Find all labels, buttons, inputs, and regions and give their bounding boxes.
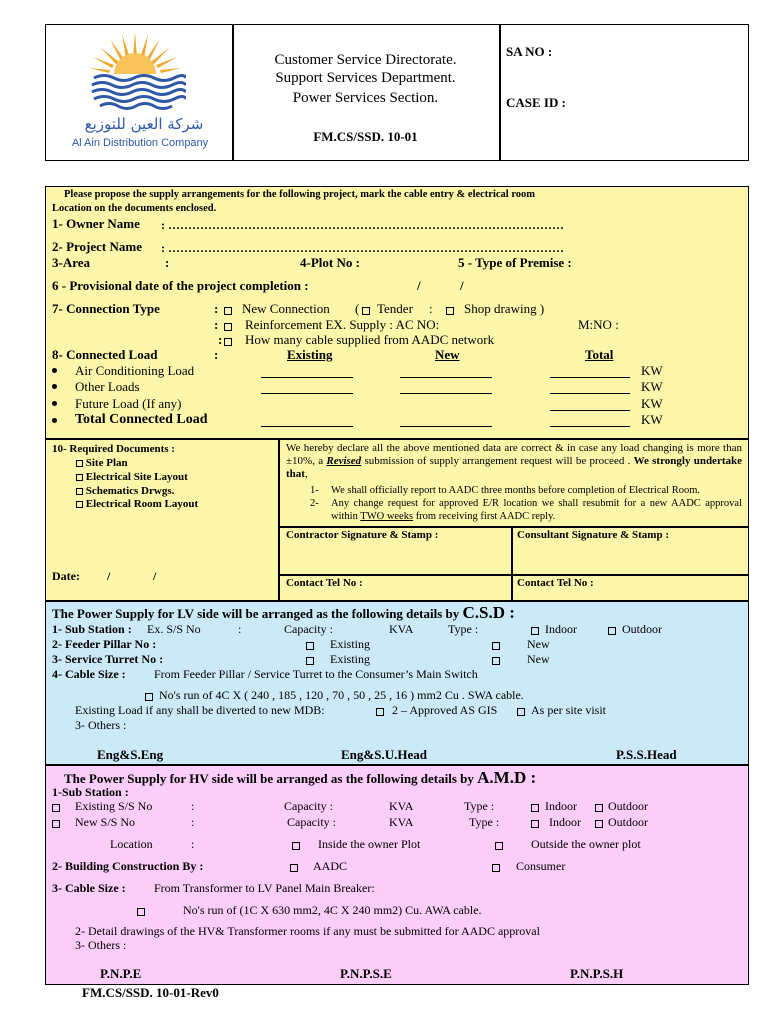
- contact-top-line: [278, 574, 749, 576]
- lv-per-site-text: As per site visit: [531, 703, 606, 717]
- conn-load-colon: :: [214, 347, 219, 362]
- doc-label: Electrical Room Layout: [85, 498, 199, 510]
- lv-ex-ss-colon: :: [238, 622, 242, 636]
- hv-consumer-checkbox[interactable]: [492, 864, 500, 872]
- lv-type-label: Type :: [448, 622, 479, 636]
- load-unit: KW: [641, 396, 663, 411]
- header-divider-2: [499, 24, 501, 161]
- load-total-field[interactable]: [550, 377, 630, 378]
- hv-new-kva: KVA: [389, 815, 414, 829]
- conn-colon-3: :: [218, 332, 223, 347]
- tender-colon: :: [429, 301, 433, 316]
- lv-approved-text: 2 – Approved AS GIS: [392, 703, 498, 717]
- lv-turret-new-checkbox[interactable]: [492, 657, 500, 665]
- doc-item-schematics[interactable]: [76, 486, 174, 497]
- sig-mid-divider: [511, 526, 513, 601]
- lv-cable-size-text: From Feeder Pillar / Service Turret to the Consumer’s Main Switch: [154, 667, 478, 681]
- lv-feeder-pillar-label[interactable]: 2- Feeder Pillar No :: [52, 637, 157, 651]
- bullet-icon: [52, 384, 57, 389]
- hv-inside-plot-checkbox[interactable]: [292, 842, 300, 850]
- doc-label: Site Plan: [85, 457, 128, 469]
- area-colon: :: [165, 255, 170, 270]
- lv-signature-pss-head[interactable]: P.S.S.Head: [616, 747, 677, 762]
- hv-new-indoor-checkbox[interactable]: [531, 820, 539, 828]
- load-total-field[interactable]: [550, 393, 630, 394]
- docs-divider: [278, 439, 280, 601]
- dept-line-2: Support Services Department.: [275, 70, 456, 86]
- company-logo: [84, 30, 186, 116]
- sa-no-field[interactable]: SA NO :: [506, 44, 553, 59]
- case-id-field[interactable]: CASE ID :: [506, 95, 566, 110]
- intro-text-2: Location on the documents enclosed.: [52, 203, 217, 214]
- load-label: Air Conditioning Load: [75, 363, 195, 378]
- hv-consumer-label: Consumer: [516, 859, 566, 873]
- lv-substation-label: 1- Sub Station :: [52, 622, 132, 636]
- lv-signature-su-head[interactable]: Eng&S.U.Head: [341, 747, 427, 762]
- new-connection-label: New Connection: [242, 301, 330, 316]
- doc-checkbox[interactable]: [76, 460, 83, 467]
- lv-others-label[interactable]: 3- Others :: [75, 718, 127, 732]
- col-total-header: Total: [585, 347, 614, 362]
- hv-substation-label: 1-Sub Station :: [52, 785, 129, 799]
- lv-indoor-checkbox[interactable]: [531, 627, 539, 635]
- hv-others-label[interactable]: 3- Others :: [75, 938, 127, 952]
- lv-cable-size-label: 4- Cable Size :: [52, 667, 126, 681]
- lv-divert-text: Existing Load if any shall be diverted to new MDB:: [75, 703, 325, 717]
- bullet-icon: [52, 401, 57, 406]
- lv-feeder-new-checkbox[interactable]: [492, 642, 500, 650]
- hv-existing-outdoor-checkbox[interactable]: [595, 804, 603, 812]
- hv-existing-ss-checkbox[interactable]: [52, 804, 60, 812]
- hv-location-colon: :: [191, 837, 195, 851]
- contractor-signature-field[interactable]: Contractor Signature & Stamp :: [286, 529, 439, 541]
- new-connection-checkbox[interactable]: [224, 307, 232, 315]
- shop-drawing-checkbox[interactable]: [446, 307, 454, 315]
- owner-name-field[interactable]: : ………………………………………………………………………………………: [161, 219, 564, 231]
- hv-inside-plot-label: Inside the owner Plot: [318, 837, 421, 851]
- load-unit: KW: [641, 412, 663, 427]
- lv-feeder-new-label: New: [527, 637, 550, 651]
- undertake-1-num: 1-: [310, 485, 319, 496]
- lv-cable-run-checkbox[interactable]: [145, 693, 153, 701]
- hv-signature-pnpe[interactable]: P.N.P.E: [100, 966, 142, 981]
- doc-label: Electrical Site Layout: [85, 471, 188, 483]
- area-label: 3-Area: [52, 255, 91, 270]
- hv-signature-pnpsh[interactable]: P.N.P.S.H: [570, 966, 624, 981]
- doc-item-electrical-site-layout[interactable]: [76, 472, 188, 483]
- lv-capacity-label[interactable]: Capacity :: [284, 622, 333, 636]
- hv-new-type: Type :: [469, 815, 500, 829]
- tender-checkbox[interactable]: [362, 307, 370, 315]
- hv-signature-pnpse[interactable]: P.N.P.S.E: [340, 966, 392, 981]
- undertake-2: Any change request for approved E/R location we shall resubmit for a new AADC approval within TWO weeks from receiving first AADC reply.: [331, 498, 742, 522]
- hv-cable-run-text: No's run of (1C X 630 mm2, 4C X 240 mm2) Cu. AWA cable.: [183, 903, 482, 917]
- consultant-contact-tel[interactable]: Contact Tel No :: [517, 577, 594, 589]
- consultant-signature-field[interactable]: Consultant Signature & Stamp :: [517, 529, 669, 541]
- hv-existing-ss-label: Existing S/S No: [75, 799, 153, 813]
- hv-new-ss-checkbox[interactable]: [52, 820, 60, 828]
- tender-paren: (: [355, 301, 360, 316]
- date-slash-1[interactable]: /: [107, 569, 111, 583]
- hv-new-outdoor-checkbox[interactable]: [595, 820, 603, 828]
- doc-item-electrical-room[interactable]: [76, 499, 198, 510]
- hv-new-ss-label: New S/S No: [75, 815, 136, 829]
- hv-new-outdoor-label: Outdoor: [608, 815, 648, 829]
- provisional-date-label: 6 - Provisional date of the project completion :: [52, 278, 309, 293]
- hv-outside-plot-checkbox[interactable]: [495, 842, 503, 850]
- hv-title: The Power Supply for HV side will be arranged as the following details by A.M.D :: [64, 768, 537, 787]
- hv-aadc-checkbox[interactable]: [290, 864, 298, 872]
- doc-checkbox[interactable]: [76, 501, 83, 508]
- hv-existing-outdoor-label: Outdoor: [608, 799, 648, 813]
- load-total-field[interactable]: [550, 410, 630, 411]
- undertake-1: We shall officially report to AADC three months before completion of Electrical Room.: [331, 485, 700, 496]
- load-new-field[interactable]: [400, 377, 492, 378]
- load-label: Future Load (If any): [75, 396, 182, 411]
- hv-existing-type: Type :: [464, 799, 495, 813]
- plot-no-label[interactable]: 4-Plot No :: [300, 255, 360, 270]
- contractor-contact-tel[interactable]: Contact Tel No :: [286, 577, 363, 589]
- lv-per-site-checkbox[interactable]: [517, 708, 525, 716]
- logo-english-text: Al Ain Distribution Company: [71, 137, 209, 149]
- hv-aadc-label: AADC: [313, 859, 348, 873]
- lv-signature-eng[interactable]: Eng&S.Eng: [97, 747, 164, 762]
- dept-line-1: Customer Service Directorate.: [274, 52, 457, 68]
- logo-arabic-text: شركة العين للتوزيع: [84, 115, 204, 133]
- owner-name-label: 1- Owner Name: [52, 216, 140, 231]
- dept-line-3: Power Services Section.: [292, 90, 439, 106]
- conn-colon-1: :: [214, 301, 219, 316]
- lv-ex-ss-no[interactable]: Ex. S/S No: [147, 622, 201, 636]
- conn-colon-2: :: [214, 317, 219, 332]
- how-many-cable-checkbox[interactable]: [224, 338, 232, 346]
- lv-turret-new-label: New: [527, 652, 550, 666]
- hv-location-label: Location: [110, 837, 153, 851]
- load-existing-field[interactable]: [261, 426, 353, 427]
- lv-turret-existing-checkbox[interactable]: [306, 657, 314, 665]
- how-many-cable-label: How many cable supplied from AADC network: [245, 332, 495, 347]
- load-existing-field[interactable]: [261, 377, 353, 378]
- required-docs-label: 10- Required Documents :: [52, 443, 175, 455]
- date-slash-2[interactable]: /: [153, 569, 157, 583]
- mno-label[interactable]: M:NO :: [578, 317, 619, 332]
- lv-kva-label: KVA: [389, 622, 414, 636]
- undertake-2-num: 2-: [310, 498, 319, 509]
- project-name-label: 2- Project Name: [52, 239, 142, 254]
- lv-outdoor-label: Outdoor: [622, 622, 662, 636]
- lv-indoor-label: Indoor: [545, 622, 577, 636]
- hv-cable-size-text: From Transformer to LV Panel Main Breaker:: [154, 881, 375, 895]
- date-label: Date:: [52, 569, 80, 583]
- form-code: FM.CS/SSD. 10-01: [313, 129, 418, 144]
- footer-form-code: FM.CS/SSD. 10-01-Rev0: [82, 985, 219, 1000]
- reinforcement-label[interactable]: Reinforcement EX. Supply : AC NO:: [245, 317, 440, 332]
- tender-label: Tender: [377, 301, 413, 316]
- hv-existing-indoor-label: Indoor: [545, 799, 577, 813]
- lv-approved-checkbox[interactable]: [376, 708, 384, 716]
- hv-existing-colon: :: [191, 799, 195, 813]
- sig-top-line: [278, 526, 749, 528]
- sun-waves-logo-icon: [84, 30, 186, 116]
- connection-type-label: 7- Connection Type: [52, 301, 160, 316]
- doc-label: Schematics Drwgs.: [85, 485, 175, 497]
- shop-drawing-label: Shop drawing ): [464, 301, 545, 316]
- doc-checkbox[interactable]: [76, 474, 83, 481]
- provisional-date-slash-2[interactable]: /: [460, 278, 464, 293]
- col-new-header: New: [435, 347, 460, 362]
- hv-new-capacity[interactable]: Capacity :: [287, 815, 336, 829]
- load-label: Total Connected Load: [75, 412, 208, 427]
- project-name-field[interactable]: : ………………………………………………………………………………………: [161, 242, 564, 254]
- lv-service-turret-label[interactable]: 3- Service Turret No :: [52, 652, 164, 666]
- premise-type-label[interactable]: 5 - Type of Premise :: [458, 255, 572, 270]
- lv-title: The Power Supply for LV side will be arranged as the following details by C.S.D :: [52, 603, 515, 622]
- hv-existing-capacity[interactable]: Capacity :: [284, 799, 333, 813]
- hv-cable-size-label: 3- Cable Size :: [52, 881, 126, 895]
- hv-new-indoor-label: Indoor: [549, 815, 581, 829]
- hv-new-colon: :: [191, 815, 195, 829]
- lv-cable-run-text[interactable]: No's run of 4C X ( 240 , 185 , 120 , 70 , 50 , 25 , 16 ) mm2 Cu . SWA cable.: [159, 688, 524, 702]
- connected-load-label: 8- Connected Load: [52, 347, 158, 362]
- hv-existing-indoor-checkbox[interactable]: [531, 804, 539, 812]
- hv-existing-kva: KVA: [389, 799, 414, 813]
- hv-detail-drawings-text: 2- Detail drawings of the HV& Transformer rooms if any must be submitted for AADC approval: [75, 924, 540, 938]
- reinforcement-checkbox[interactable]: [224, 323, 232, 331]
- lv-turret-existing-label: Existing: [330, 652, 371, 666]
- load-unit: KW: [641, 363, 663, 378]
- lv-feeder-existing-label: Existing: [330, 637, 371, 651]
- hv-section: [45, 765, 749, 985]
- doc-checkbox[interactable]: [76, 488, 83, 495]
- provisional-date-slash-1[interactable]: /: [417, 278, 421, 293]
- hv-building-label: 2- Building Construction By :: [52, 859, 204, 873]
- load-label: Other Loads: [75, 379, 140, 394]
- load-total-field[interactable]: [550, 426, 630, 427]
- load-new-field[interactable]: [400, 426, 492, 427]
- hv-outside-plot-label: Outside the owner plot: [531, 837, 641, 851]
- bullet-icon: [52, 418, 57, 423]
- declaration-text: We hereby declare all the above mentioned data are correct & in case any load changing is more than ±10%, a Revised submission of supply arrangement request will be proceed . We strongly undertake that,: [286, 442, 742, 481]
- doc-item-site-plan[interactable]: [76, 458, 128, 469]
- bullet-icon: [52, 368, 57, 373]
- lv-feeder-existing-checkbox[interactable]: [306, 642, 314, 650]
- load-existing-field[interactable]: [261, 393, 353, 394]
- lv-outdoor-checkbox[interactable]: [608, 627, 616, 635]
- load-unit: KW: [641, 379, 663, 394]
- col-existing-header: Existing: [287, 347, 333, 362]
- hv-cable-run-checkbox[interactable]: [137, 908, 145, 916]
- load-new-field[interactable]: [400, 393, 492, 394]
- intro-text-1: Please propose the supply arrangements for the following project, mark the cable entry & electrical room: [64, 189, 536, 200]
